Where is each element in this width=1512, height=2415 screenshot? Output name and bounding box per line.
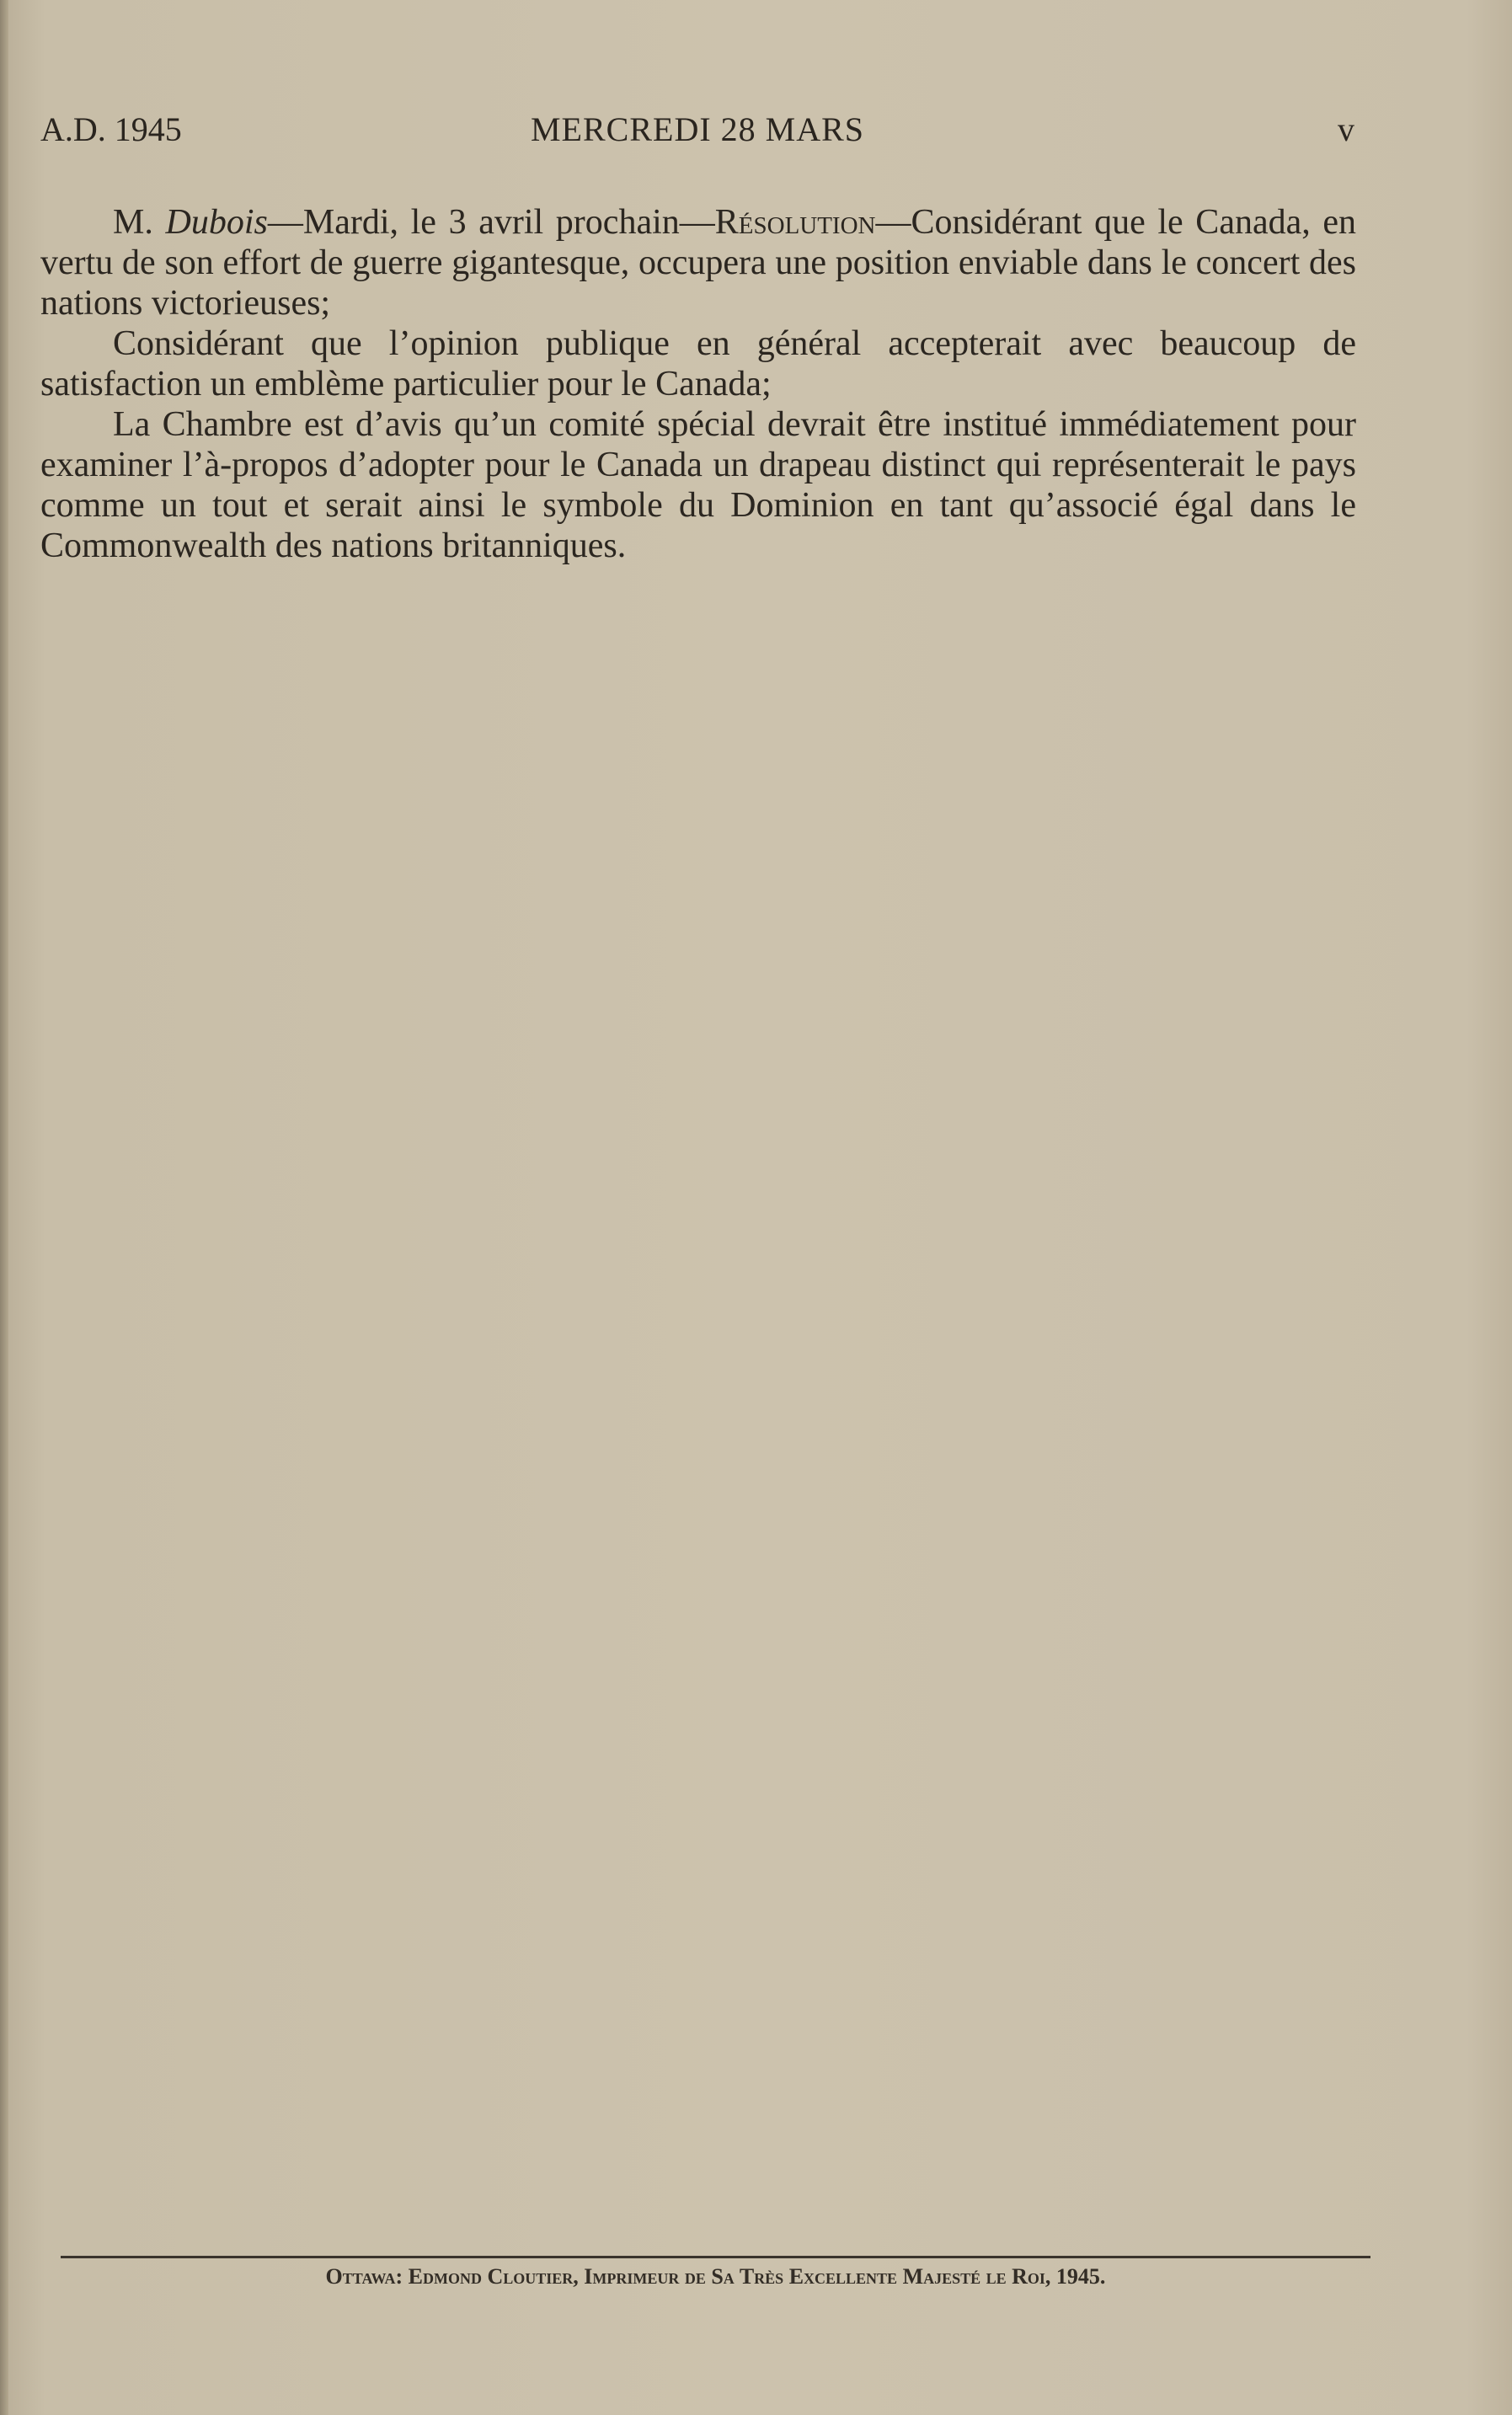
page-spine-shadow <box>0 0 8 2415</box>
header-page-number: v <box>1338 110 1354 148</box>
paragraph-resolution <box>40 202 1356 323</box>
mover-name: Dubois <box>165 203 268 242</box>
footer-rule <box>61 2256 1370 2258</box>
header-year: A.D. 1945 <box>40 110 182 148</box>
body-text <box>40 202 1356 566</box>
notice-date: —Mardi, le 3 avril prochain— <box>267 203 715 242</box>
mover-title: M. <box>113 203 153 242</box>
running-header <box>40 110 1354 160</box>
resolution-label: Résolution <box>714 203 876 242</box>
paragraph-considering: Considérant que l’opinion publique en général accepterait avec beaucoup de satisfaction un emblème particulier pour le Canada; <box>40 324 1356 403</box>
paragraph-opinion: La Chambre est d’avis qu’un comité spécial devrait être institué immédiatement pour examiner l’à-propos d’adopter pour le Canada un drapeau distinct qui représenterait le pays comme un tout et serait ainsi le symbole du Dominion en tant qu’associé égal dans le Commonwealth des nations britanniques. <box>40 405 1356 565</box>
header-date: MERCREDI 28 MARS <box>530 110 865 148</box>
printer-imprint: Ottawa: Edmond Cloutier, Imprimeur de Sa Très Excellente Majesté le Roi, 1945. <box>325 2264 1106 2289</box>
resolution-text: —Considérant que le Canada, en vertu de son effort de guerre gigantesque, occupera une position enviable dans le concert des nations victorieuses; <box>40 203 1357 323</box>
